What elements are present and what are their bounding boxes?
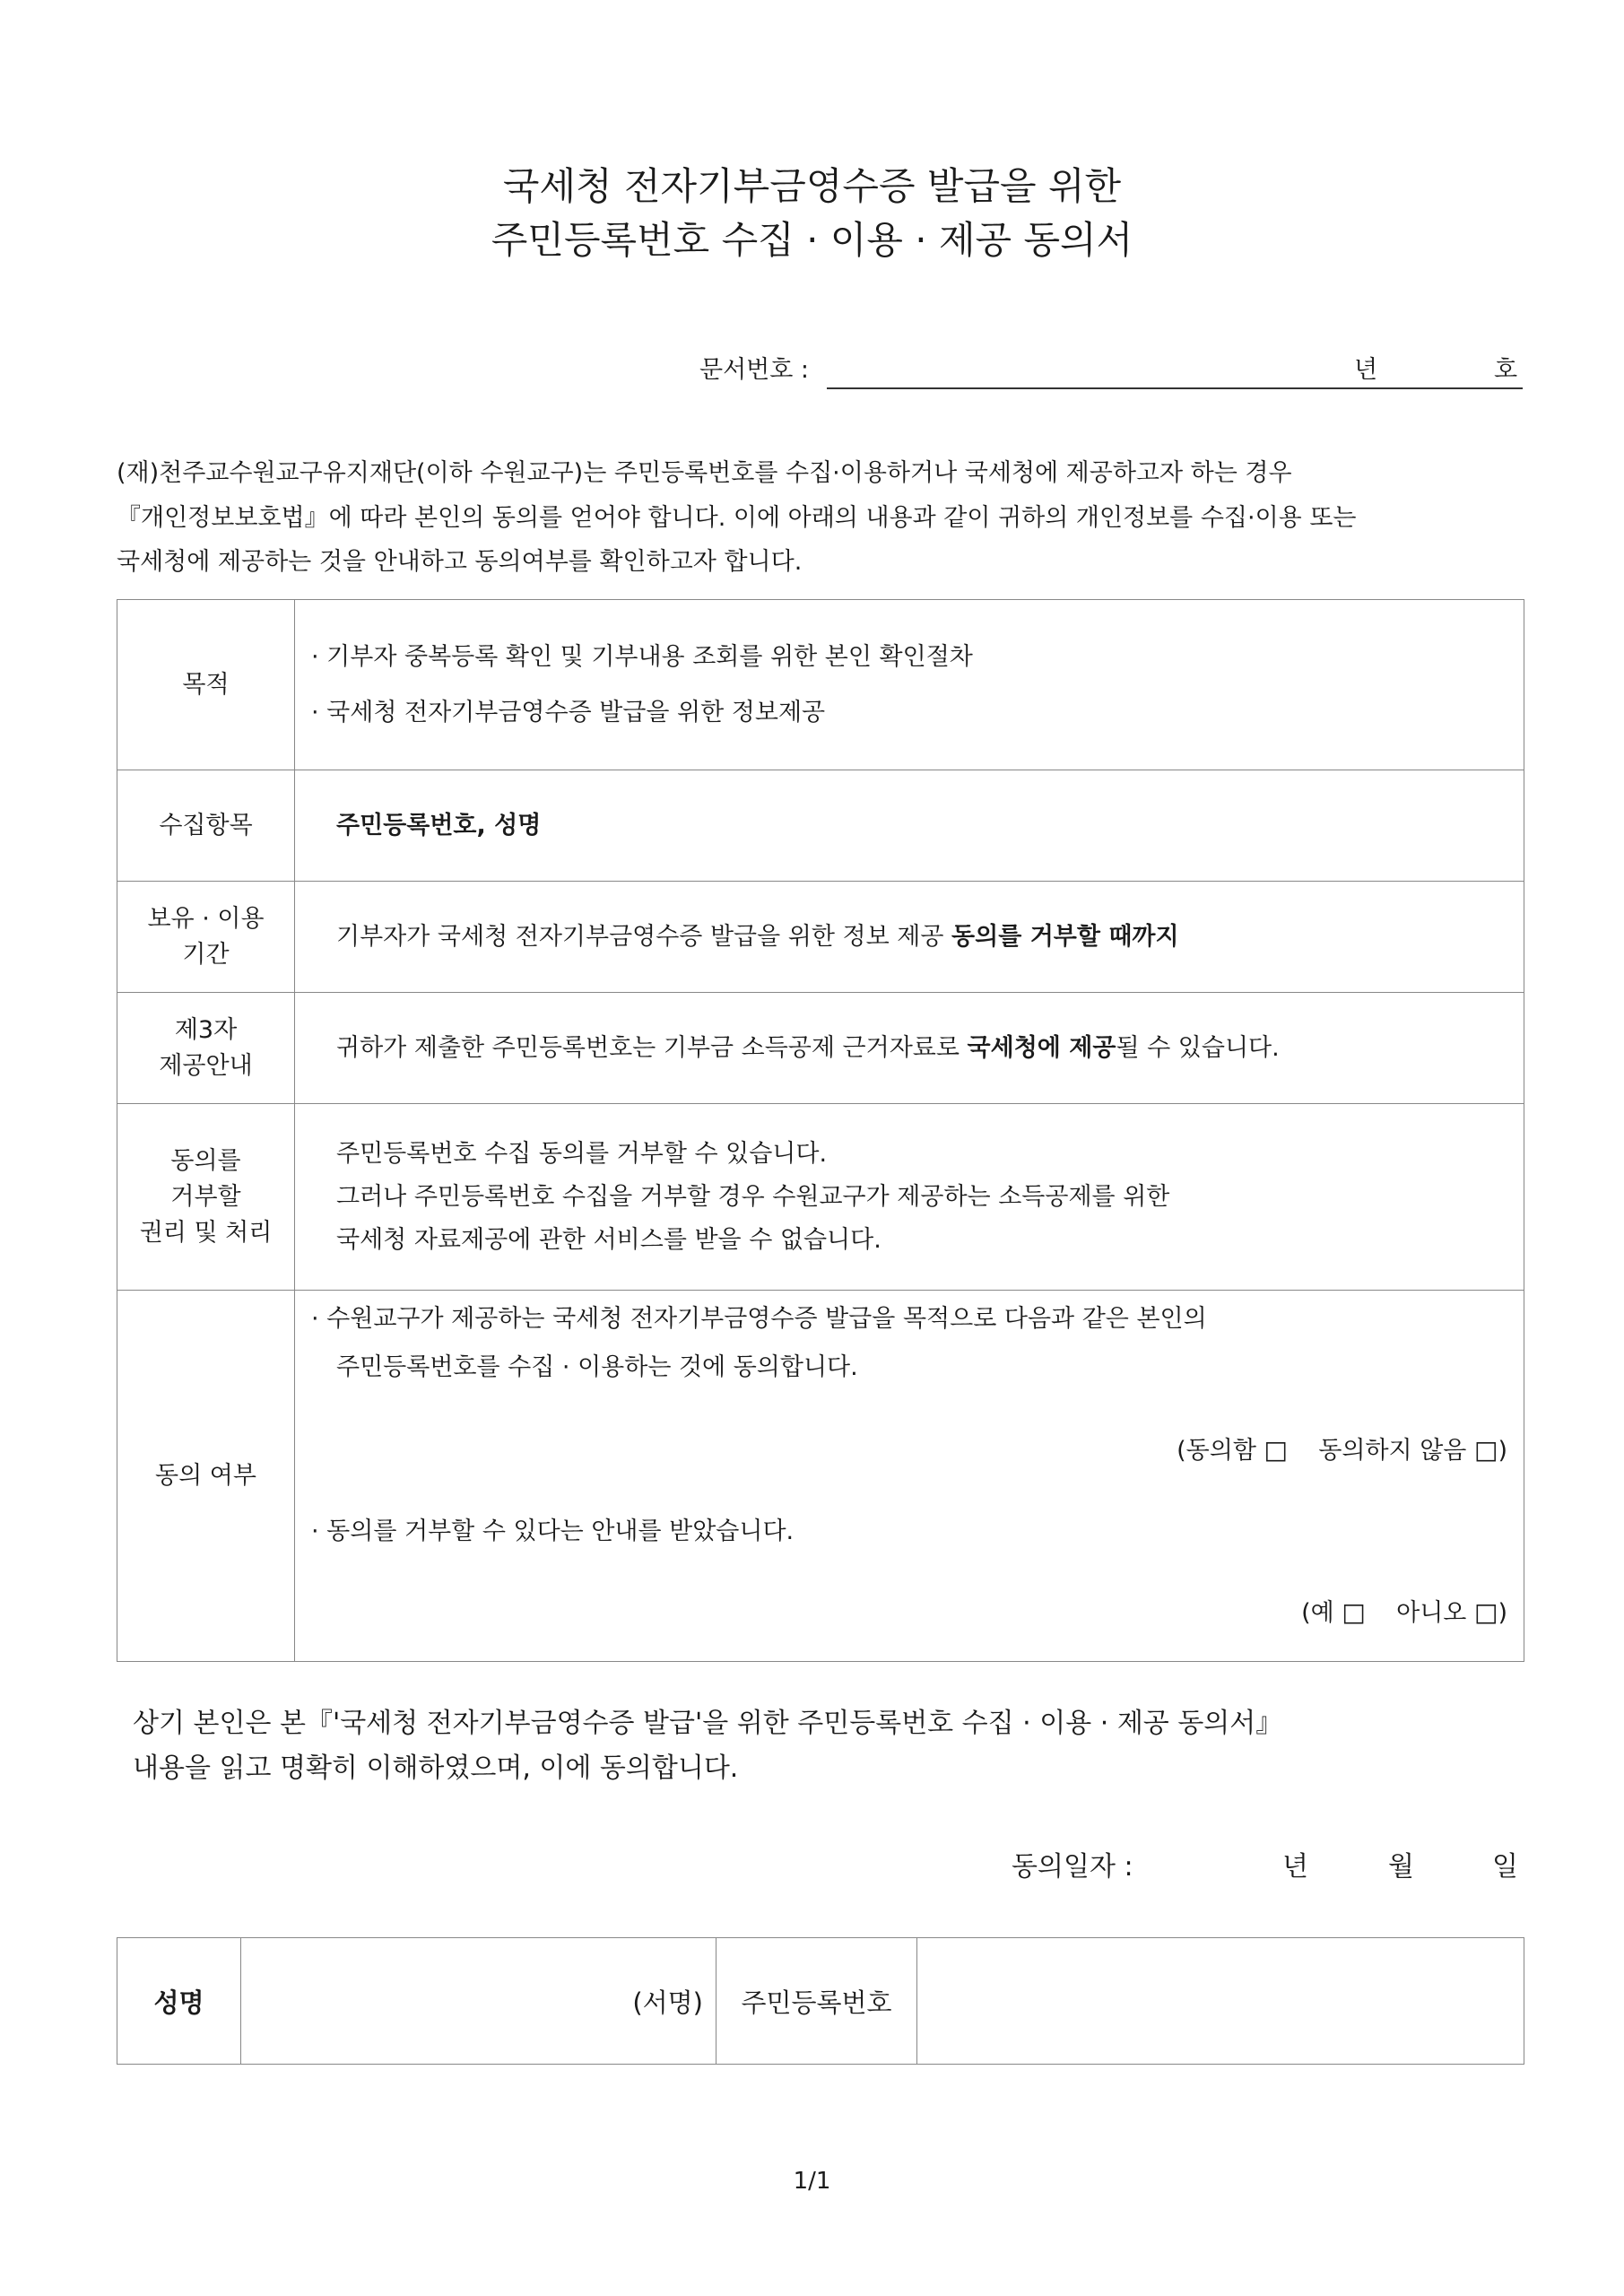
retention-label-line2: 기간 [182, 940, 230, 969]
agree-label: (동의함 [1177, 1437, 1256, 1465]
third-party-text: 귀하가 제출한 주민등록번호는 기부금 소득공제 근거자료로 [336, 1033, 968, 1062]
doc-number-field-line [827, 387, 1523, 389]
document-title-line2: 주민등록번호 수집 · 이용 · 제공 동의서 [491, 218, 1133, 262]
row-right-to-refuse [117, 1104, 1524, 1291]
no-label: 아니오 [1396, 1599, 1467, 1627]
name-signature-field[interactable] [241, 1938, 716, 2065]
consent-q2-options [311, 1591, 1524, 1635]
consent-q2-line: · 동의를 거부할 수 있다는 안내를 받았습니다. [311, 1518, 795, 1545]
third-party-label-line2: 제공안내 [159, 1051, 253, 1080]
refuse-label-line1: 동의를 [170, 1146, 241, 1175]
signature-hint: (서명) [632, 1987, 703, 2018]
consent-q1-line2: 주민등록번호를 수집 · 이용하는 것에 동의합니다. [336, 1353, 858, 1381]
signature-table [117, 1937, 1524, 2065]
third-party-value [295, 993, 1524, 1104]
purpose-content [295, 600, 1524, 770]
retention-period-value [295, 882, 1524, 993]
doc-number-ho: 호 [1494, 356, 1518, 384]
signature-row [117, 1938, 1524, 2065]
purpose-item-2: · 국세청 전자기부금영수증 발급을 위한 정보제공 [311, 698, 826, 726]
disagree-label: 동의하지 않음 [1318, 1437, 1467, 1465]
rrn-label: 주민등록번호 [716, 1938, 917, 2065]
consent-date-month[interactable]: 월 [1388, 1851, 1414, 1883]
consent-q1-line1: · 수원교구가 제공하는 국세청 전자기부금영수증 발급을 목적으로 다음과 같은 본인의 [311, 1305, 1207, 1333]
doc-number-label: 문서번호 : [699, 356, 810, 384]
disagree-checkbox[interactable]: □ [1473, 1435, 1498, 1465]
third-party-text-end: 될 수 있습니다. [1116, 1033, 1280, 1062]
no-checkbox[interactable]: □ [1473, 1597, 1498, 1627]
right-to-refuse-content [295, 1104, 1524, 1291]
row-consent [117, 1291, 1524, 1662]
q1-close-paren: ) [1498, 1437, 1507, 1465]
collected-items-value: 주민등록번호, 성명 [295, 770, 1524, 882]
purpose-label: 목적 [117, 600, 295, 770]
retention-period-label [117, 882, 295, 993]
third-party-label-line1: 제3자 [174, 1015, 238, 1044]
page-number: 1/1 [793, 2168, 831, 2195]
yes-label: (예 [1301, 1599, 1334, 1627]
consent-date-day[interactable]: 일 [1492, 1851, 1518, 1883]
consent-info-table [117, 599, 1524, 1662]
consent-q1-options [311, 1429, 1524, 1473]
right-to-refuse-label [117, 1104, 295, 1291]
name-label: 성명 [117, 1938, 241, 2065]
retention-label-line1: 보유 · 이용 [147, 904, 265, 933]
row-collected-items [117, 770, 1524, 882]
agree-checkbox[interactable]: □ [1264, 1435, 1288, 1465]
statement-line-1: 상기 본인은 본『'국세청 전자기부금영수증 발급'을 위한 주민등록번호 수집 · 이용 · 제공 동의서』 [133, 1708, 1283, 1739]
row-purpose [117, 600, 1524, 770]
q2-close-paren: ) [1498, 1599, 1507, 1627]
refuse-label-line3: 권리 및 처리 [139, 1218, 273, 1247]
consent-label: 동의 여부 [117, 1291, 295, 1662]
collected-items-label: 수집항목 [117, 770, 295, 882]
purpose-item-1: · 기부자 중복등록 확인 및 기부내용 조회를 위한 본인 확인절차 [311, 642, 973, 671]
third-party-text-bold: 국세청에 제공 [967, 1033, 1116, 1062]
rrn-field[interactable] [917, 1938, 1524, 2065]
document-title-line1: 국세청 전자기부금영수증 발급을 위한 [502, 164, 1122, 208]
refuse-line-3: 국세청 자료제공에 관한 서비스를 받을 수 없습니다. [336, 1225, 881, 1254]
row-retention-period [117, 882, 1524, 993]
yes-checkbox[interactable]: □ [1342, 1597, 1366, 1627]
consent-content [295, 1291, 1524, 1662]
refuse-label-line2: 거부할 [170, 1182, 241, 1211]
intro-line-1: (재)천주교수원교구유지재단(이하 수원교구)는 주민등록번호를 수집·이용하거나 국세청에 제공하고자 하는 경우 [117, 459, 1292, 487]
doc-number-year: 년 [1354, 356, 1378, 384]
row-third-party [117, 993, 1524, 1104]
third-party-label [117, 993, 295, 1104]
intro-line-2: 『개인정보보호법』에 따라 본인의 동의를 얻어야 합니다. 이에 아래의 내용과 같이 귀하의 개인정보를 수집·이용 또는 [117, 504, 1357, 532]
retention-text-bold: 동의를 거부할 때까지 [951, 922, 1179, 951]
intro-line-3: 국세청에 제공하는 것을 안내하고 동의여부를 확인하고자 합니다. [117, 548, 803, 576]
refuse-line-2: 그러나 주민등록번호 수집을 거부할 경우 수원교구가 제공하는 소득공제를 위한 [336, 1182, 1170, 1211]
retention-text: 기부자가 국세청 전자기부금영수증 발급을 위한 정보 제공 [336, 922, 952, 951]
refuse-line-1: 주민등록번호 수집 동의를 거부할 수 있습니다. [336, 1139, 828, 1168]
consent-date-label: 동의일자 : [1012, 1851, 1133, 1883]
consent-date-year[interactable]: 년 [1282, 1851, 1308, 1883]
statement-line-2: 내용을 읽고 명확히 이해하였으며, 이에 동의합니다. [133, 1752, 739, 1784]
